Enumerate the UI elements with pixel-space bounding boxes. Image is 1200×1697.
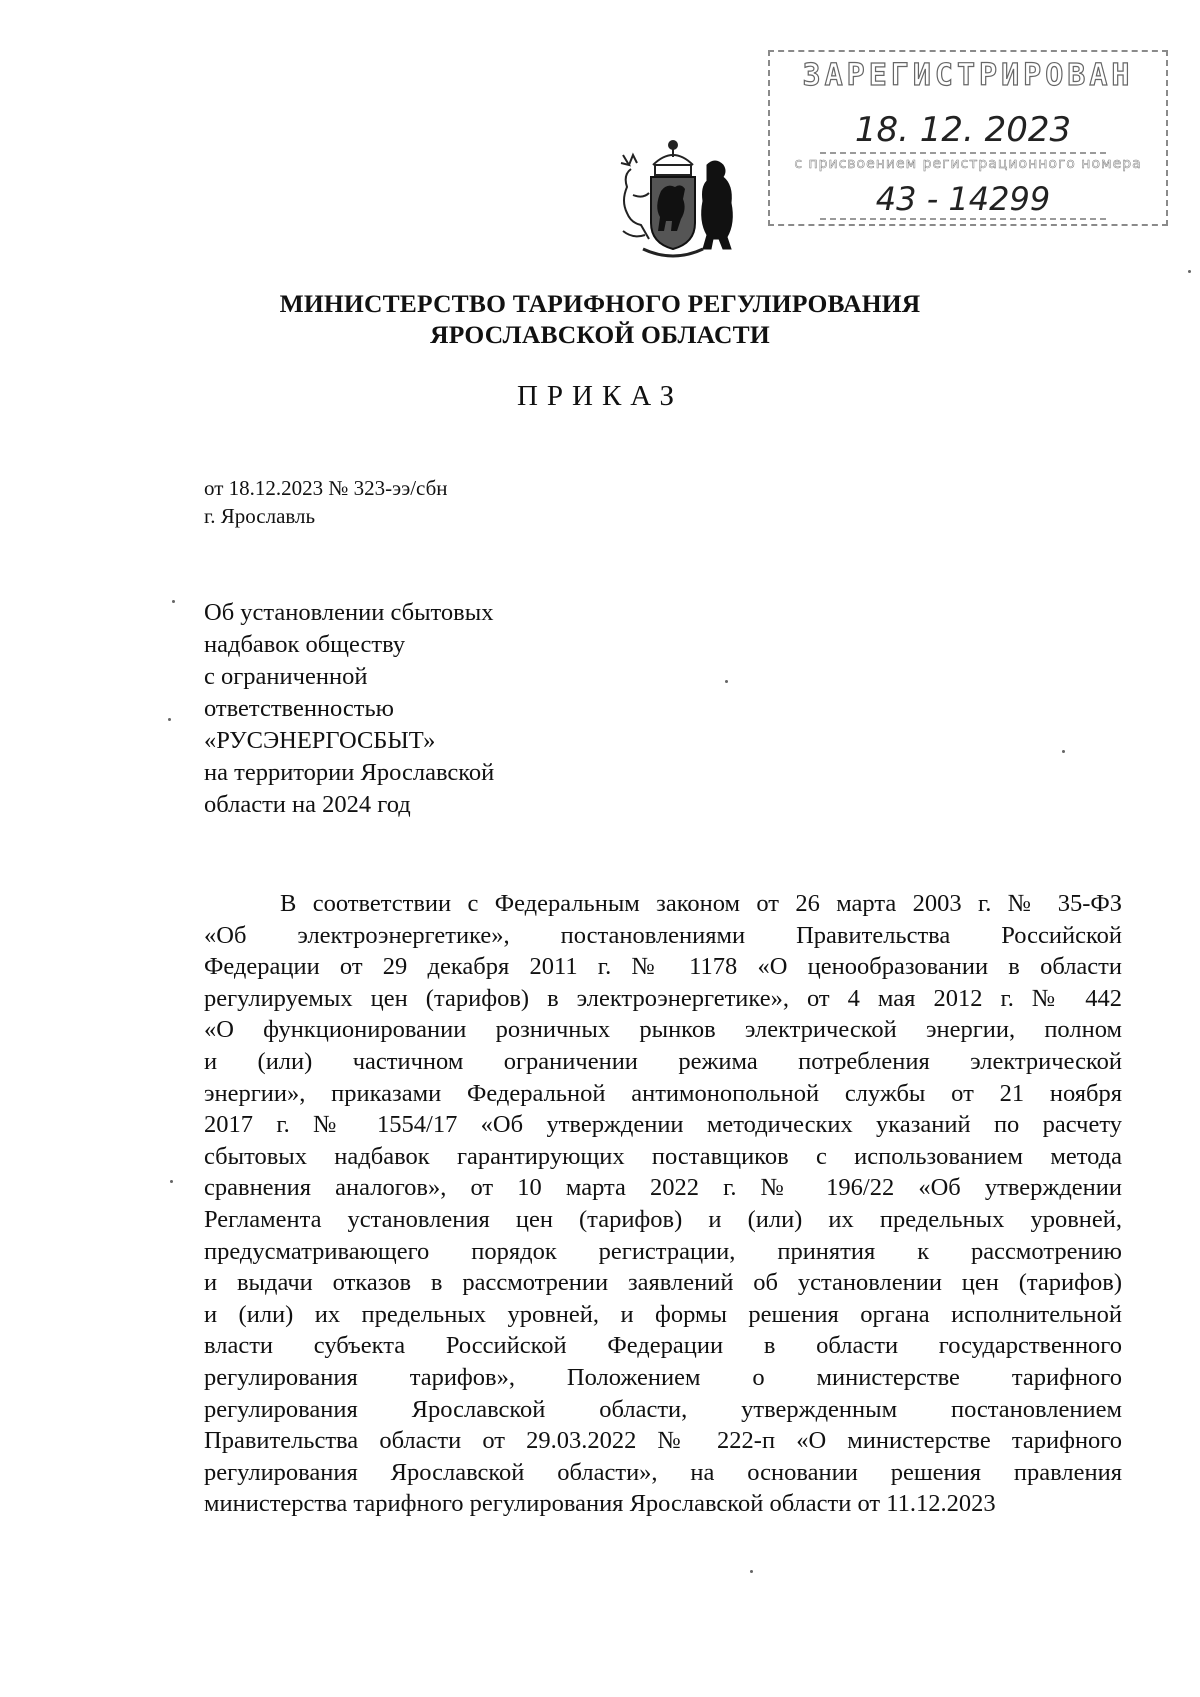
subject-line: надбавок обществу xyxy=(204,631,406,658)
body-line: предусматривающего порядок регистрации, принятия к рассмотрению xyxy=(204,1237,1122,1265)
body-line: регулирования тарифов», Положением о министерстве тарифного xyxy=(204,1363,1122,1391)
body-line: власти субъекта Российской Федерации в области государственного xyxy=(204,1332,1122,1360)
scan-speck xyxy=(1062,750,1065,753)
subject-line: Об установлении сбытовых xyxy=(204,599,494,626)
coat-of-arms-icon xyxy=(603,135,743,263)
order-title: ПРИКАЗ xyxy=(516,380,684,412)
body-line: и выдачи отказов в рассмотрении заявлений об установлении цен (тарифов) xyxy=(204,1269,1122,1297)
order-city: г. Ярославль xyxy=(204,504,316,528)
body-line: «Об электроэнергетике», постановлениями Правительства Российской xyxy=(204,921,1122,949)
scan-speck xyxy=(170,1180,173,1183)
order-meta xyxy=(204,474,448,530)
order-date-number: от 18.12.2023 № 323-ээ/сбн xyxy=(204,476,448,500)
ministry-header-line1: МИНИСТЕРСТВО ТАРИФНОГО РЕГУЛИРОВАНИЯ xyxy=(279,289,921,318)
body-line: регулирования Ярославской области», на основании решения правления xyxy=(204,1458,1122,1486)
registration-stamp xyxy=(768,50,1168,226)
scan-speck xyxy=(168,718,171,721)
body-line: регулируемых цен (тарифов) в электроэнергетике», от 4 мая 2012 г. № 442 xyxy=(204,984,1122,1012)
body-line: и (или) их предельных уровней, и формы решения органа исполнительной xyxy=(204,1300,1122,1328)
order-subject xyxy=(204,597,494,821)
body-line: В соответствии с Федеральным законом от 26 марта 2003 г. № 35-ФЗ xyxy=(280,890,1122,917)
subject-line: области на 2024 год xyxy=(204,791,411,818)
body-line: «О функционировании розничных рынков электрической энергии, полном xyxy=(204,1016,1122,1044)
scan-speck xyxy=(725,680,728,683)
scan-speck xyxy=(172,600,175,603)
scan-speck xyxy=(1188,270,1191,273)
subject-line: с ограниченной xyxy=(204,663,368,690)
body-line: Регламента установления цен (тарифов) и (или) их предельных уровней, xyxy=(204,1205,1122,1233)
stamp-date: 18. 12. 2023 xyxy=(820,110,1106,154)
stamp-number: 43 - 14299 xyxy=(820,180,1106,220)
body-line: и (или) частичном ограничении режима потребления электрической xyxy=(204,1047,1122,1075)
body-line: сравнения аналогов», от 10 марта 2022 г. № 196/22 «Об утверждении xyxy=(204,1174,1122,1202)
stamp-caption: с присвоением регистрационного номера xyxy=(794,156,1142,172)
subject-line: ответственностью xyxy=(204,695,394,722)
subject-line: «РУСЭНЕРГОСБЫТ» xyxy=(204,727,436,754)
body-line: 2017 г. № 1554/17 «Об утверждении методических указаний по расчету xyxy=(204,1111,1122,1139)
body-line: регулирования Ярославской области, утвержденным постановлением xyxy=(204,1395,1122,1423)
ministry-header xyxy=(0,288,1200,350)
scan-speck xyxy=(750,1570,753,1573)
body-line: Федерации от 29 декабря 2011 г. № 1178 «О ценообразовании в области xyxy=(204,953,1122,981)
body-line: сбытовых надбавок гарантирующих поставщиков с использованием метода xyxy=(204,1142,1122,1170)
body-line: Правительства области от 29.03.2022 № 222-п «О министерстве тарифного xyxy=(204,1427,1122,1455)
order-body xyxy=(204,888,1122,1520)
body-line: энергии», приказами Федеральной антимонопольной службы от 21 ноября xyxy=(204,1079,1122,1107)
body-line: министерства тарифного регулирования Ярославской области от 11.12.2023 xyxy=(204,1490,996,1518)
ministry-header-line2: ЯРОСЛАВСКОЙ ОБЛАСТИ xyxy=(430,320,770,349)
subject-line: на территории Ярославской xyxy=(204,759,495,786)
stamp-title: ЗАРЕГИСТРИРОВАН xyxy=(802,58,1134,93)
